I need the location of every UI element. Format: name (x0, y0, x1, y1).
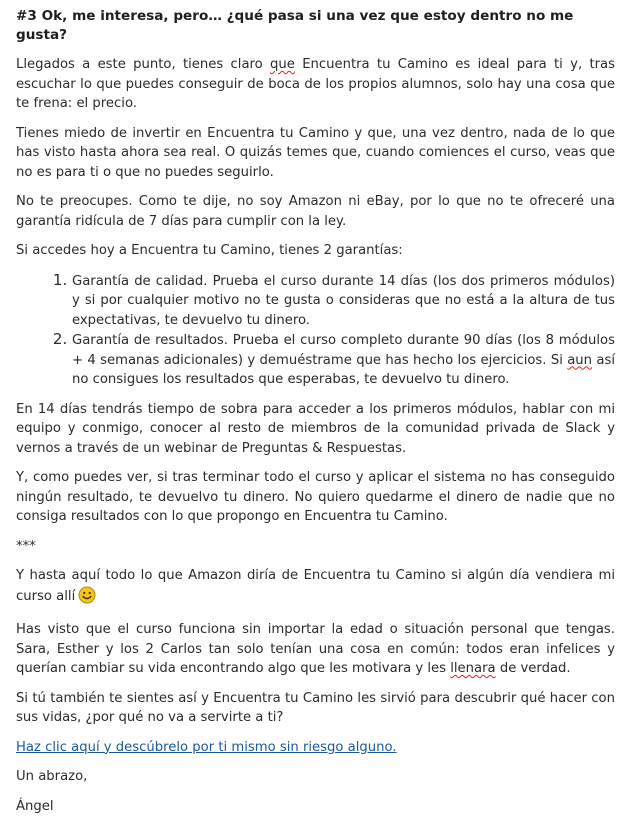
paragraph-amazon: Y hasta aquí todo lo que Amazon diría de Encuentra tu Camino si algún día vendiera mi curso allí (16, 566, 615, 610)
guarantee-results: 2. Garantía de resultados. Prueba el curso completo durante 90 días (los 8 módulos + 4 semanas adicionales) y demuéstrame que has hecho los ejercicios. Si aun así no consigues los resultados que esperabas, te devuelvo tu dinero. (72, 330, 615, 390)
separator: *** (16, 537, 615, 557)
paragraph-14-days: En 14 días tendrás tiempo de sobra para acceder a los primeros módulos, hablar con mi equipo y conmigo, conocer al resto de miembros de la comunidad privada de Slack y vernos a través de un webinar de Preguntas & Respuestas. (16, 400, 615, 459)
spellcheck-word[interactable]: llenara (450, 661, 495, 676)
guarantees-list (16, 271, 615, 390)
paragraph-testimonials: Has visto que el curso funciona sin importar la edad o situación personal que tengas. Sara, Esther y los 2 Carlos tan solo tenían una cosa en común: todos eran infelices y querían cambiar su vida encontrando algo que les motivara y les llenara de verdad. (16, 620, 615, 679)
section-heading: #3 Ok, me interesa, pero… ¿qué pasa si una vez que estoy dentro no me gusta? (16, 7, 615, 45)
paragraph-guarantees-intro: Si accedes hoy a Encuentra tu Camino, tienes 2 garantías: (16, 241, 615, 261)
paragraph-intro: Llegados a este punto, tienes claro que Encuentra tu Camino es ideal para ti y, tras escuchar lo que puedes conseguir de boca de los propios alumnos, solo hay una cosa que te frena: el precio. (16, 55, 615, 114)
spellcheck-word[interactable]: que (270, 57, 295, 72)
spellcheck-word[interactable]: aun (567, 353, 592, 368)
paragraph-refund: Y, como puedes ver, si tras terminar todo el curso y aplicar el sistema no has conseguido ningún resultado, te devuelvo tu dinero. No quiero quedarme el dinero de nadie que no consiga resultados con lo que propongo en Encuentra tu Camino. (16, 468, 615, 527)
cta-link[interactable]: Haz clic aquí y descúbrelo por ti mismo sin riesgo alguno. (16, 740, 397, 755)
guarantee-quality: 1. Garantía de calidad. Prueba el curso durante 14 días (los dos primeros módulos) y si por cualquier motivo no te gusta o consideras que no está a la altura de tus expectativas, te devuelvo tu dinero. (72, 271, 615, 331)
signature: Ángel (16, 797, 615, 816)
cta-paragraph (16, 738, 615, 758)
signoff: Un abrazo, (16, 767, 615, 787)
paragraph-question: Si tú también te sientes así y Encuentra tu Camino les sirvió para descubrir qué hacer con sus vidas, ¿por qué no va a servirte a ti? (16, 689, 615, 728)
smiley-face-icon (78, 586, 96, 611)
paragraph-no-worries: No te preocupes. Como te dije, no soy Amazon ni eBay, por lo que no te ofreceré una garantía ridícula de 7 días para cumplir con la ley. (16, 192, 615, 231)
paragraph-fear: Tienes miedo de invertir en Encuentra tu Camino y que, una vez dentro, nada de lo que has visto hasta ahora sea real. O quizás temes que, cuando comiences el curso, veas que no es para ti o que no puedes seguirlo. (16, 124, 615, 183)
